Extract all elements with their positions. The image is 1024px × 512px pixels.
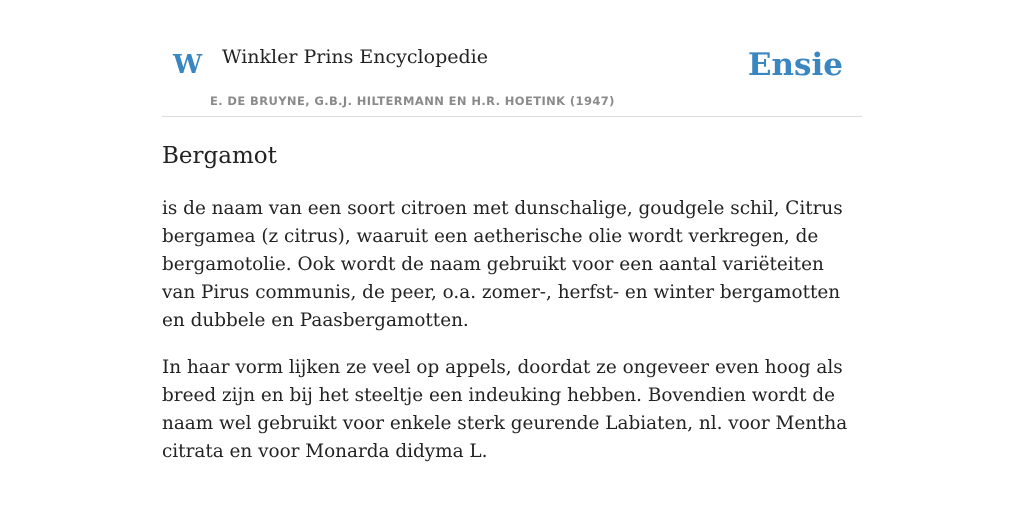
source-authors: E. DE BRUYNE, G.B.J. HILTERMANN EN H.R. HOETINK (1947) bbox=[210, 94, 615, 108]
source-logo[interactable]: W bbox=[173, 50, 203, 80]
source-header bbox=[162, 0, 862, 117]
article-paragraph: is de naam van een soort citroen met dunschalige, goudgele schil, Citrus bergamea (z citrus), waaruit een aetherische olie wordt verkregen, de bergamotolie. Ook wordt de naam gebruikt voor een aantal variëteiten van Pirus communis, de peer, o.a. zomer-, herfst- en winter bergamotten en dubbele en Paasbergamotten. bbox=[162, 198, 843, 331]
brand-logo[interactable]: Ensie bbox=[747, 47, 843, 83]
article-title: Bergamot bbox=[162, 143, 277, 169]
article-paragraph: In haar vorm lijken ze veel op appels, doordat ze ongeveer even hoog als breed zijn en bij het steeltje een indeuking hebben. Bovendien wordt de naam wel gebruikt voor enkele sterk geurende Labiaten, nl. voor Mentha citrata en voor Monarda didyma L. bbox=[162, 357, 848, 462]
source-title[interactable]: Winkler Prins Encyclopedie bbox=[222, 46, 488, 68]
page bbox=[162, 0, 862, 466]
